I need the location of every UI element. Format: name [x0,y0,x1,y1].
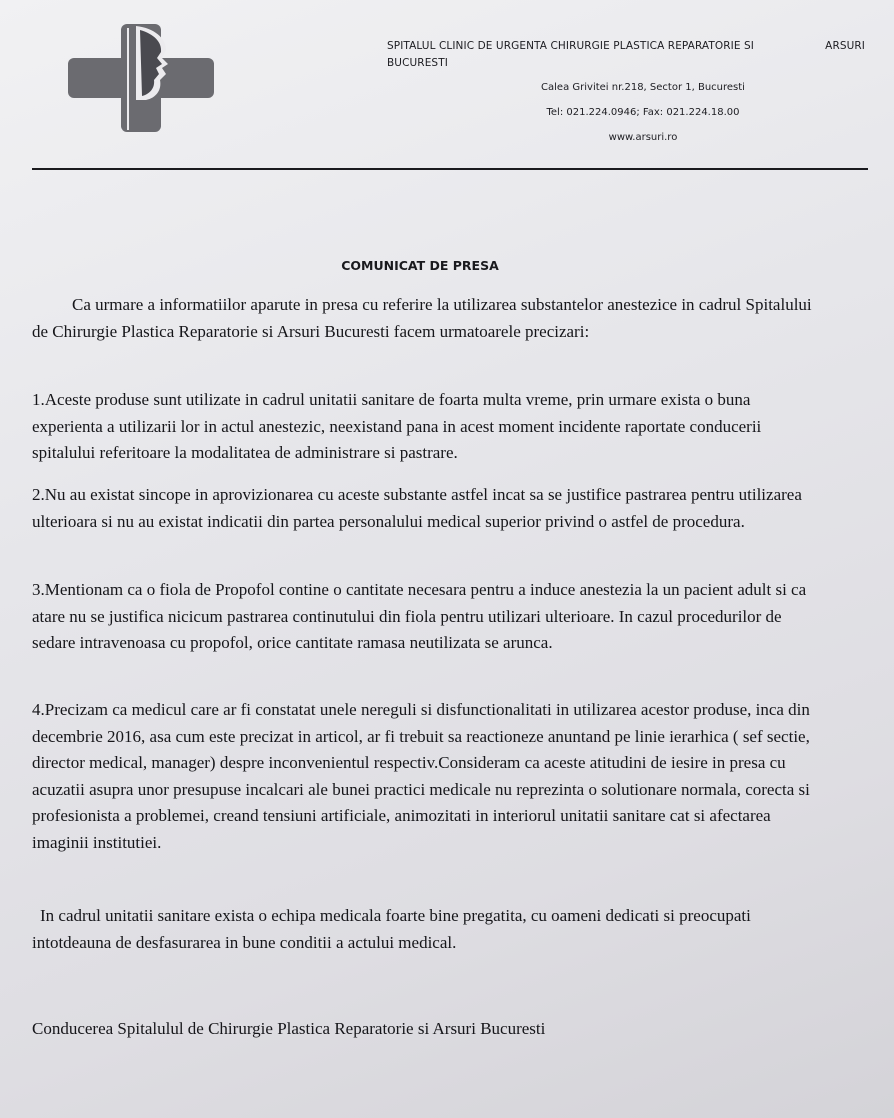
hospital-name-line1: SPITALUL CLINIC DE URGENTA CHIRURGIE PLASTICA REPARATORIE SI [387,40,755,52]
hospital-name-line1-end: ARSURI [825,40,865,52]
signature-line: Conducerea Spitalulul de Chirurgie Plastica Reparatorie si Arsuri Bucuresti [32,1019,546,1038]
header-divider [32,168,868,170]
hospital-name-line2: BUCURESTI [387,57,448,69]
hospital-website: www.arsuri.ro [608,132,678,143]
paragraph-3: 3.Mentionam ca o fiola de Propofol contine o cantitate necesara pentru a induce anestezia la un pacient adult si ca atare nu se justifica nicicum pastrarea continutului din fiola pentru utilizari ulterioare. In cazul procedurilor de sedare intravenoasa cu propofol, orice cantitate ramasa neutilizata se arunca. [32,580,807,652]
hospital-logo-icon [66,20,216,134]
paragraph-5: In cadrul unitatii sanitare exista o echipa medicala foarte bine pregatita, cu oameni dedicati si preocupati intotdeauna de desfasurarea in bune conditii a actului medical. [32,906,751,952]
hospital-address: Calea Grivitei nr.218, Sector 1, Bucuresti [541,82,745,93]
intro-paragraph: Ca urmare a informatiilor aparute in presa cu referire la utilizarea substantelor anestezice in cadrul Spitalului de Chirurgie Plastica Reparatorie si Arsuri Bucuresti facem urmatoarele precizari: [32,295,812,341]
document-title: COMUNICAT DE PRESA [341,258,499,273]
paragraph-2: 2.Nu au existat sincope in aprovizionarea cu aceste substante astfel incat sa se justifice pastrarea pentru utilizarea ulterioara si nu au existat indicatii din partea personalului medical superior privind o astfel de procedura. [32,485,802,531]
hospital-name [387,38,867,72]
paragraph-1: 1.Aceste produse sunt utilizate in cadrul unitatii sanitare de foarta multa vreme, prin urmare exista o buna experienta a utilizarii lor in actul anestezic, neexistand pana in acest moment incidente raportate conducerii spitalului referitoare la modalitatea de administrare si pastrare. [32,390,762,462]
hospital-phone-fax: Tel: 021.224.0946; Fax: 021.224.18.00 [546,107,740,118]
paragraph-4: 4.Precizam ca medicul care ar fi constatat unele nereguli si disfunctionalitati in utilizarea acestor produse, inca din decembrie 2016, asa cum este precizat in articol, ar fi trebuit sa reactioneze anuntand pe linie ierarhica ( sef sectie, director medical, manager) despre inconvenientul respectiv.Consideram ca aceste atitudini de iesire in presa cu acuzatii asupra unor presupuse incalcari ale bunei practici medicale nu reprezinta o solutionare normala, corecta si profesionista a problemei, creand tensiuni artificiale, animozitati in interiorul unitatii sanitare cat si afectarea imaginii institutiei. [32,700,810,852]
